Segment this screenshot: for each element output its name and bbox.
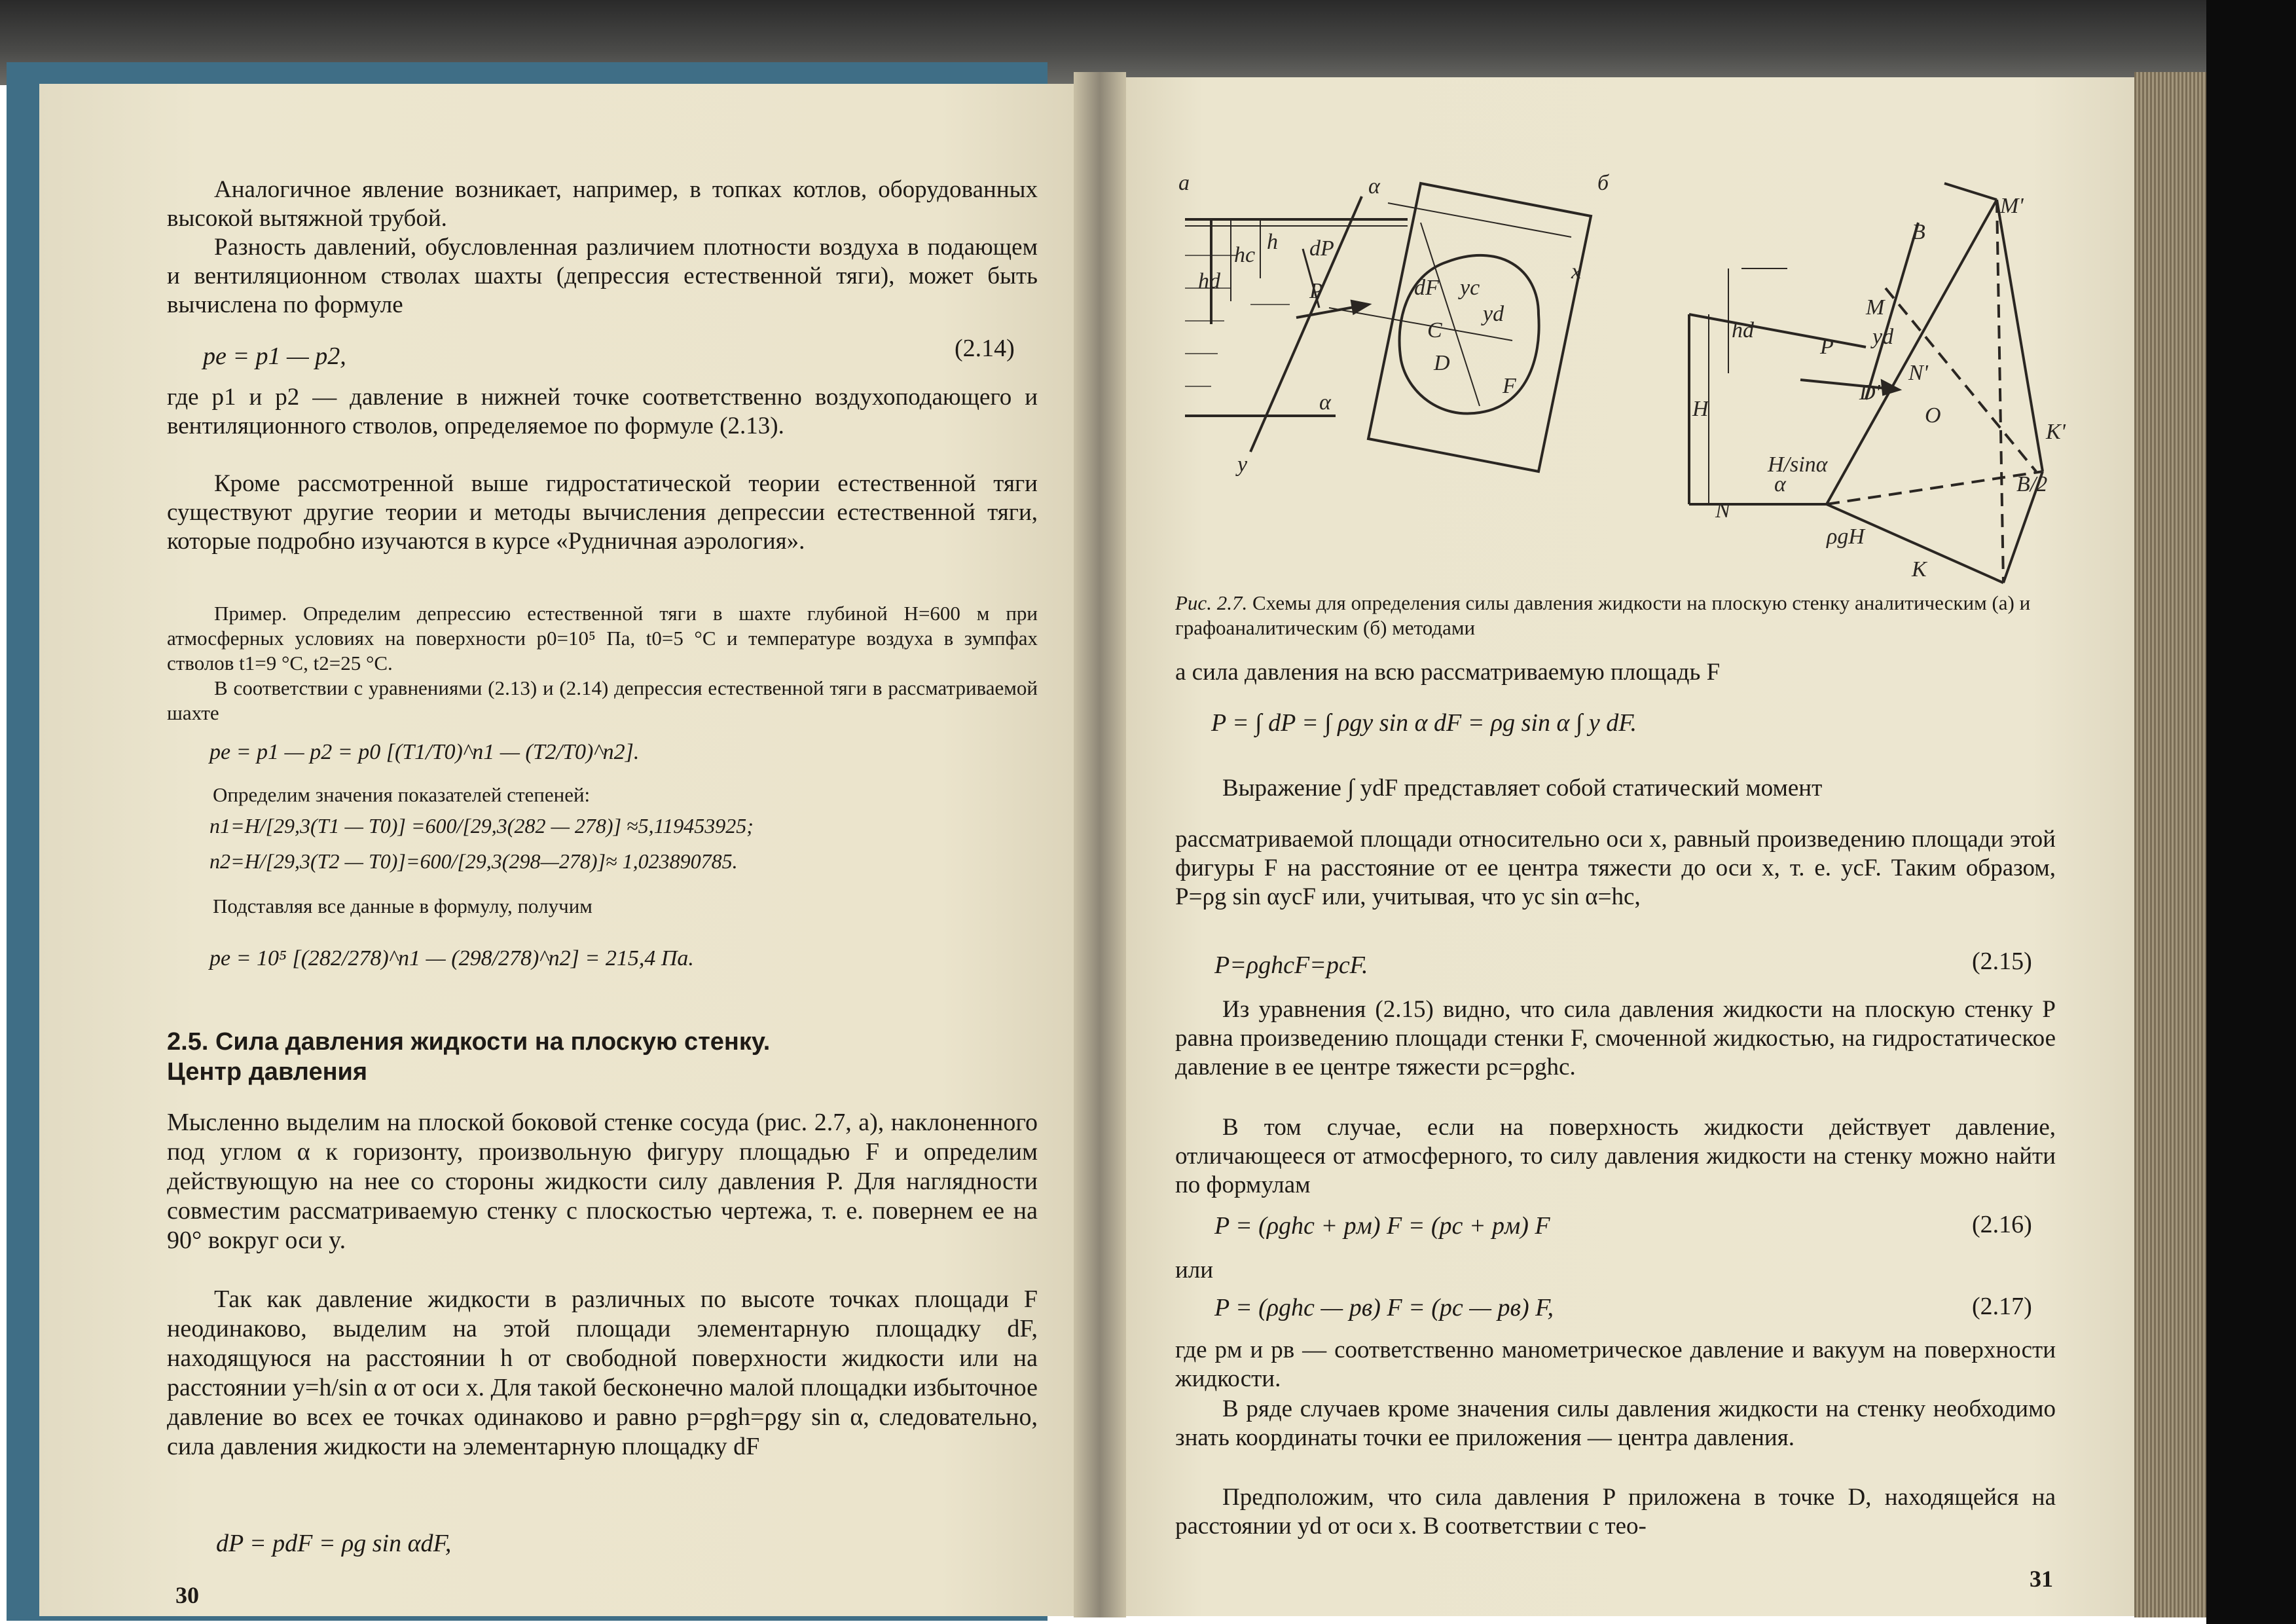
equation-P-integral: P = ∫ dP = ∫ ρgy sin α dF = ρg sin α ∫ y dF. — [1211, 709, 1637, 737]
fig-b-label-16: K — [1912, 557, 1927, 581]
fig-a-label-6: dF — [1414, 276, 1439, 300]
fig-b-label-14: B/2 — [2016, 472, 2048, 496]
fig-a-label-10: yd — [1483, 302, 1504, 326]
example-equation-final: pe = 10⁵ [(282/278)^n1 — (298/278)^n2] = 215,4 Па. — [210, 946, 694, 970]
fig-b-label-12: N — [1715, 498, 1730, 523]
example-text-3: Определим значения показателей степеней: — [213, 783, 591, 806]
equation-2-16-number: (2.16) — [1972, 1211, 2032, 1238]
fig-a-label-12: x — [1571, 259, 1582, 284]
right-para-4: В том случае, если на поверхность жидкости действует давление, отличающееся от атмосферного, то силу давления жидкости на стенку можно найти по формулам — [1175, 1114, 2056, 1198]
fig-a-label-9: yc — [1460, 276, 1480, 300]
fig-a-label-3: h — [1267, 230, 1278, 254]
left-para-3: Кроме рассмотренной выше гидростатической теории естественной тяги существуют другие теории и методы вычисления депрессии естественной тяги, которые подробно изучаются в курсе «Рудничная аэрология». — [167, 470, 1038, 555]
figure-label-a: а — [1178, 171, 1190, 195]
figure-a-diagram — [1185, 183, 1591, 471]
fig-a-label-1: hd — [1198, 269, 1220, 293]
example-text-1: Пример. Определим депрессию естественной тяги в шахте глубиной H=600 м при атмосферных условиях на поверхности p0=10⁵ Па, t0=5 °С и температуре воздуха в зумпфах стволов t1=9 °С, t2=25 °С. — [167, 602, 1038, 674]
page-edges — [2134, 72, 2206, 1617]
left-page-number: 30 — [175, 1582, 199, 1608]
left-para-5: Так как давление жидкости в различных по высоте точках площади F неодинаково, выделим на этой площади элементарную площадку dF, находящуюся на расстоянии h от свободной поверхности жидкости или на расстоянии y=h/sin α от оси x. Для такой бесконечно малой площадки избыточное давление во всех ее точках одинаково и равно p=ρgh=ρgy sin α, следовательно, сила давления жидкости на элементарную площадку dF — [167, 1285, 1038, 1460]
fig-b-label-5: P — [1820, 335, 1834, 359]
right-para-6: В ряде случаев кроме значения силы давления жидкости на стенку необходимо знать координаты точки ее приложения — центра давления. — [1175, 1395, 2056, 1451]
example-text-2: В соответствии с уравнениями (2.13) и (2.14) депрессия естественной тяги в рассматриваемой шахте — [167, 676, 1038, 724]
figure-caption-prefix: Рис. 2.7. — [1175, 591, 1248, 614]
fig-a-label-11: F — [1503, 374, 1516, 398]
fig-b-label-0: M' — [2000, 194, 2024, 218]
figure-caption-text: Схемы для определения силы давления жидкости на плоскую стенку аналитическим (а) и графоаналитическим (б) методами — [1175, 591, 2031, 639]
fig-a-label-2: hc — [1234, 243, 1256, 267]
example-equation-1: pe = p1 — p2 = p0 [(T1/T0)^n1 — (T2/T0)^n2]. — [210, 740, 640, 764]
fig-b-label-7: N' — [1908, 361, 1928, 385]
figure-2-7 — [1172, 164, 2075, 589]
scan-background-right — [2206, 0, 2296, 1624]
book-spine — [1074, 72, 1126, 1617]
equation-2-17-number: (2.17) — [1972, 1293, 2032, 1320]
fig-b-label-9: H — [1692, 397, 1709, 421]
right-para-2a: Выражение ∫ ydF представляет собой статический момент — [1222, 775, 1823, 802]
equation-2-14-number: (2.14) — [955, 335, 1015, 362]
right-para-7: Предположим, что сила давления P приложена в точке D, находящейся на расстоянии yd от оси x. В соответствии с тео- — [1175, 1484, 2056, 1540]
right-para-3: Из уравнения (2.15) видно, что сила давления жидкости на плоскую стенку P равна произведению площади стенки F, смоченной жидкостью, на гидростатическое давление в ее центре тяжести pc=ρghc. — [1175, 996, 2056, 1080]
left-para-1: Разность давлений, обусловленная различием плотности воздуха в подающем и вентиляционном стволах шахты (депрессия естественной тяги), может быть вычислена по формуле — [167, 234, 1038, 318]
fig-b-label-6: D' — [1859, 380, 1880, 405]
left-para-4: Мысленно выделим на плоской боковой стенке сосуда (рис. 2.7, а), наклоненного под углом α к горизонту, произвольную фигуру площадью F и определим действующую на нее со стороны жидкости силу давления P. Для наглядности совместим рассматриваемую стенку с плоскостью чертежа, т. е. повернем ее на 90° вокруг оси y. — [167, 1109, 1038, 1254]
fig-b-label-8: O — [1925, 403, 1941, 428]
section-heading-line-2: Центр давления — [167, 1058, 368, 1086]
equation-2-15: P=ρghcF=pcF. — [1214, 951, 1368, 979]
fig-a-label-13: y — [1237, 452, 1248, 477]
fig-b-label-10: H/sinα — [1768, 452, 1828, 477]
fig-b-label-2: M — [1866, 295, 1885, 320]
fig-b-label-4: yd — [1872, 325, 1894, 349]
figure-label-b: б — [1597, 171, 1609, 195]
right-para-5: где pм и pв — соответственно манометрическое давление и вакуум на поверхности жидкости. — [1175, 1337, 2056, 1392]
example-equation-n1: n1=H/[29,3(T1 — T0)] =600/[29,3(282 — 278)] ≈5,119453925; — [210, 814, 754, 838]
or-text: или — [1175, 1257, 1214, 1283]
fig-b-label-11: α — [1774, 472, 1786, 496]
fig-a-label-14: α — [1319, 390, 1331, 415]
example-equation-n2: n2=H/[29,3(T2 — T0)]=600/[29,3(298—278)]≈ 1,023890785. — [210, 849, 738, 873]
fig-b-label-15: ρgH — [1827, 525, 1865, 549]
right-page-number: 31 — [2030, 1566, 2053, 1592]
right-para-1: а сила давления на всю рассматриваемую площадь F — [1175, 659, 1721, 686]
equation-2-17: P = (ρghc — pв) F = (pc — pв) F, — [1214, 1294, 1554, 1321]
fig-b-label-3: hd — [1732, 318, 1754, 342]
left-para-2: где p1 и p2 — давление в нижней точке соответственно воздухоподающего и вентиляционного стволов, определяемое по формуле (2.13). — [167, 384, 1038, 439]
right-para-2b: рассматриваемой площади относительно оси x, равный произведению площади этой фигуры F на расстояние от ее центра тяжести до оси x, т. е. ycF. Таким образом, P=ρg sin αycF или, учитывая, что yc sin α=hc, — [1175, 826, 2056, 910]
fig-a-label-4: dP — [1309, 236, 1334, 261]
fig-a-label-5: P — [1309, 279, 1323, 303]
equation-2-16: P = (ρghc + pм) F = (pc + pм) F — [1214, 1212, 1550, 1240]
left-intro: Аналогичное явление возникает, например, в топках котлов, оборудованных высокой вытяжной трубой. — [167, 176, 1038, 232]
figure-caption — [1175, 591, 2052, 640]
section-heading-line-1: 2.5. Сила давления жидкости на плоскую стенку. — [167, 1028, 771, 1056]
example-text-4: Подставляя все данные в формулу, получим — [213, 895, 592, 917]
fig-b-label-13: K' — [2046, 420, 2066, 444]
fig-b-label-1: B — [1912, 220, 1925, 244]
fig-a-label-7: C — [1427, 318, 1442, 342]
equation-dp: dP = pdF = ρg sin αdF, — [216, 1530, 452, 1557]
fig-a-label-8: D — [1434, 351, 1450, 375]
equation-2-14: pe = p1 — p2, — [203, 342, 346, 370]
fig-a-label-0: α — [1368, 174, 1380, 198]
equation-2-15-number: (2.15) — [1972, 948, 2032, 975]
